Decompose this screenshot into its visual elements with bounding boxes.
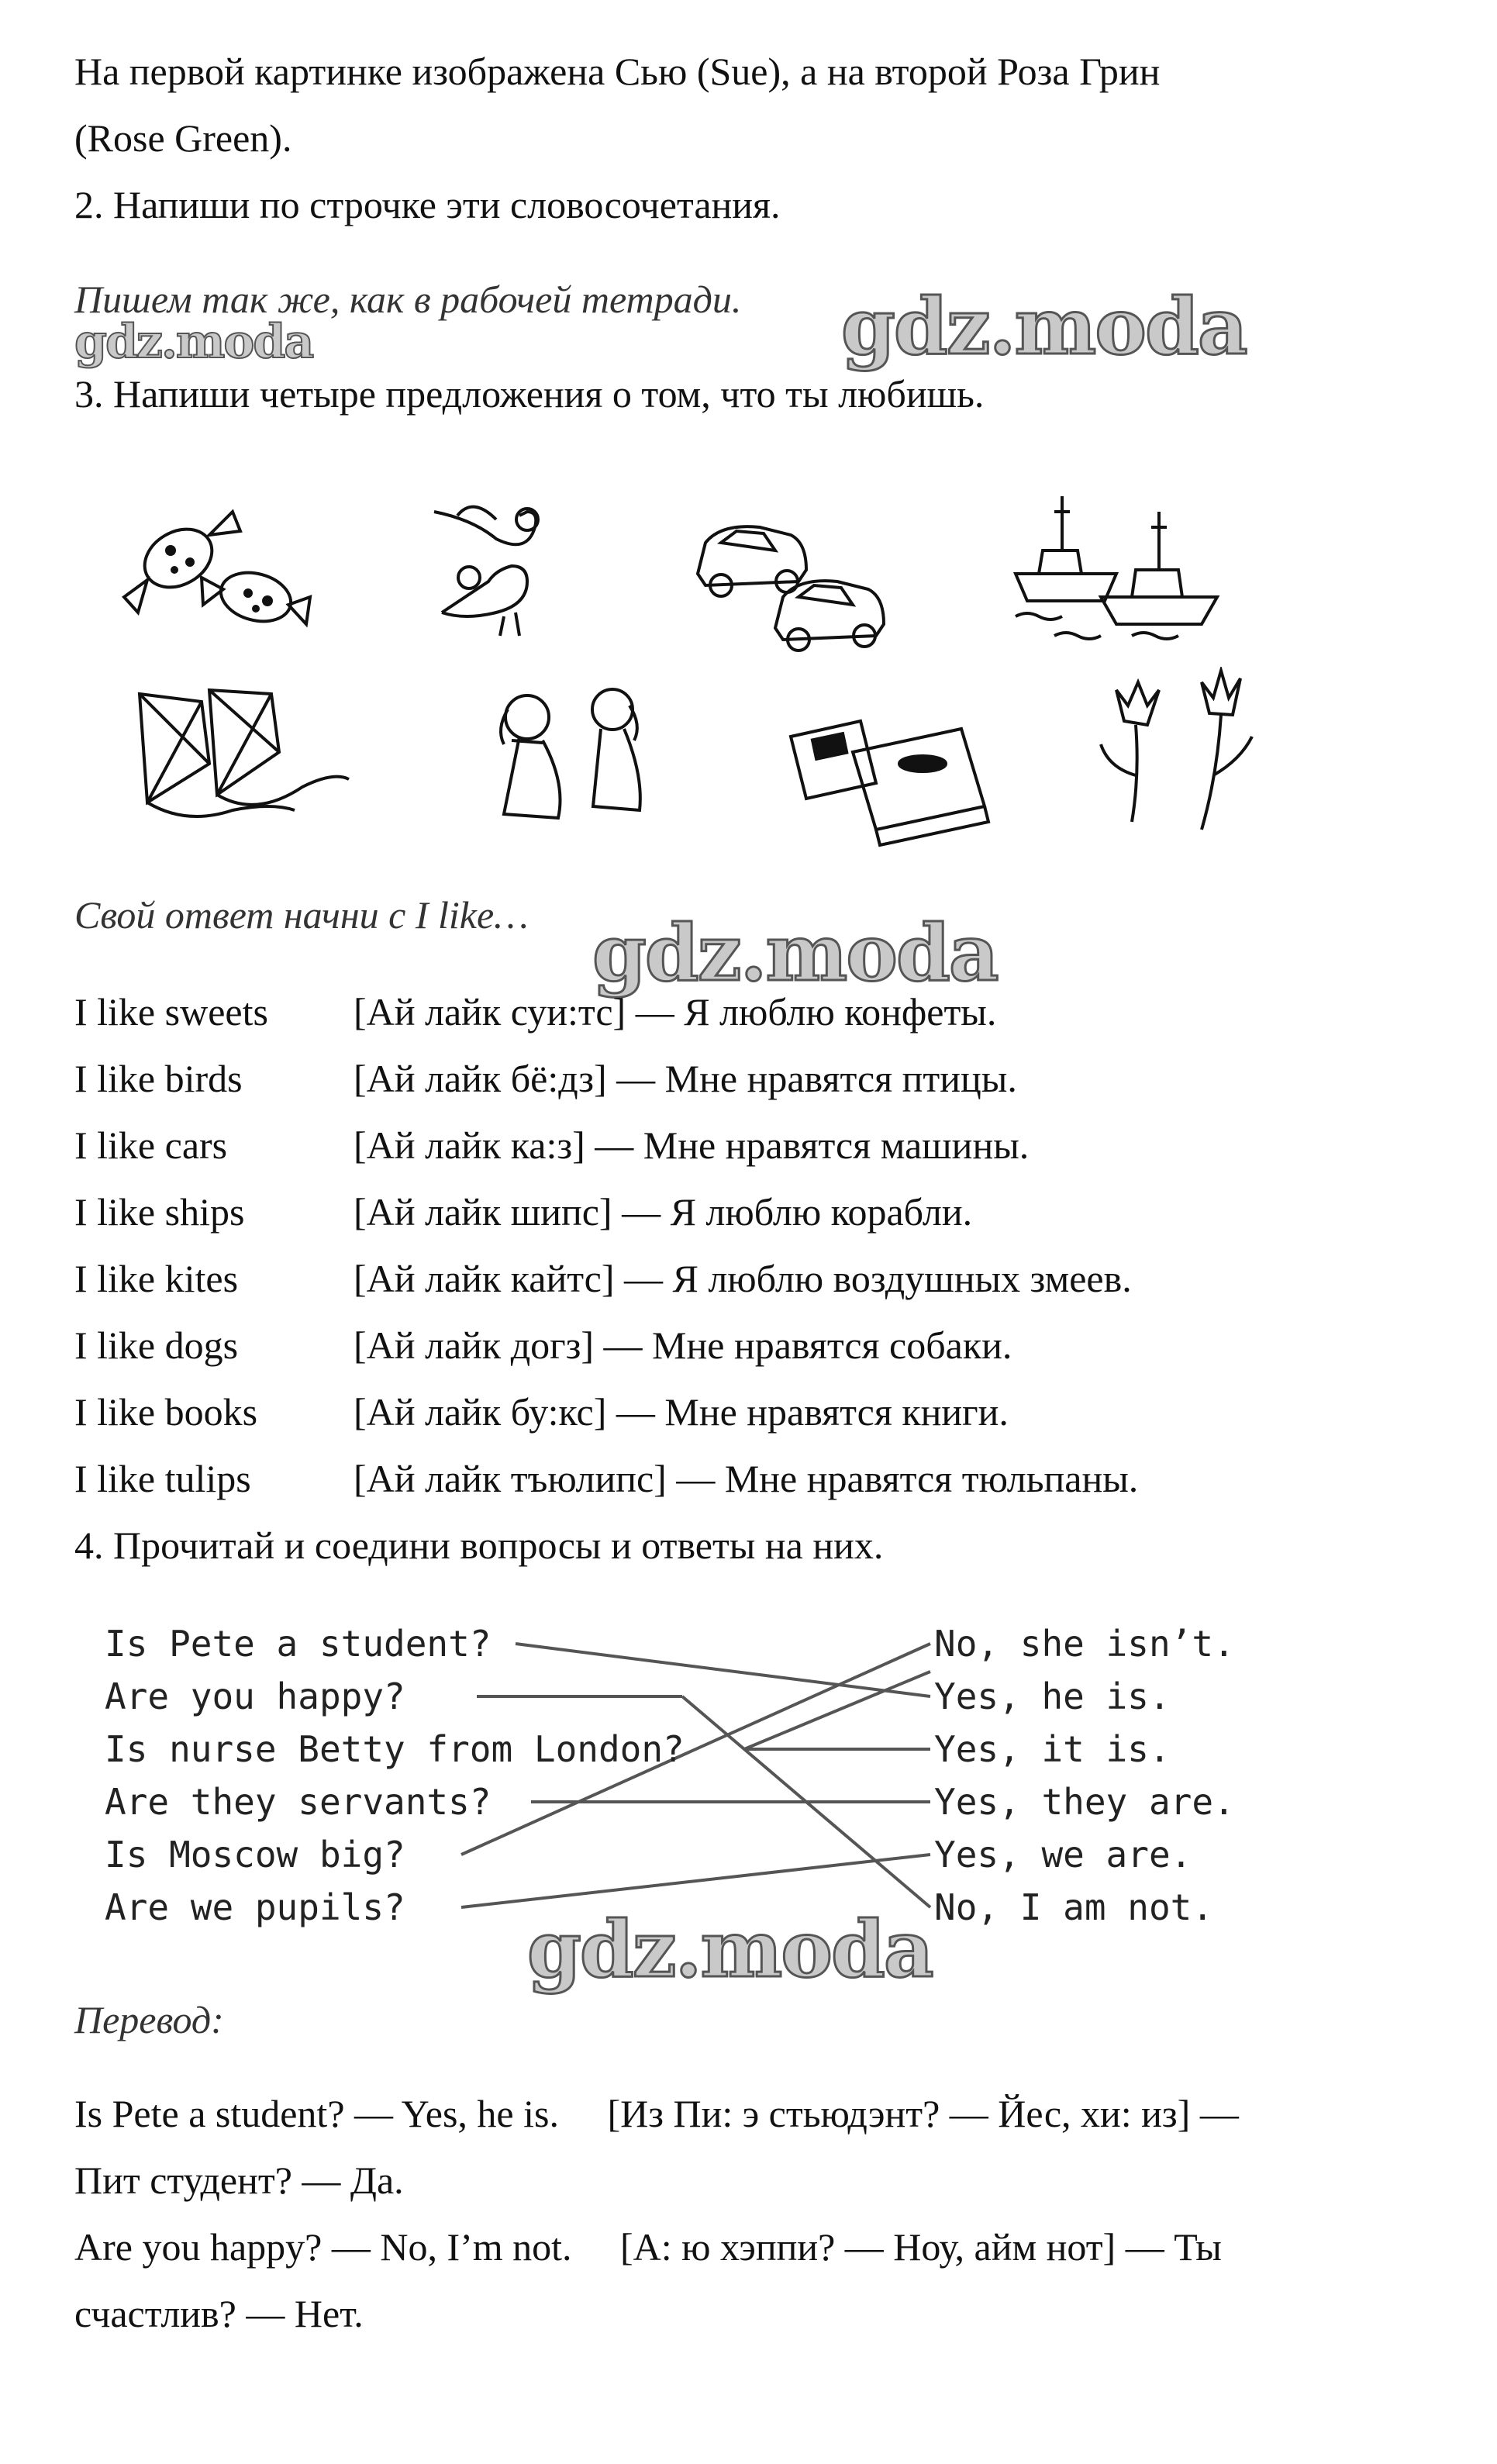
match-answer: No, I am not. — [934, 1886, 1214, 1928]
like-row-translation: [Ай лайк кайтс] — Я люблю воздушных змеев. — [354, 1257, 1132, 1300]
like-row — [74, 1322, 1012, 1368]
like-row — [74, 1055, 1017, 1102]
like-row-english: I like kites — [74, 1257, 239, 1300]
like-row-english: I like dogs — [74, 1323, 239, 1367]
translation-line: Пит студент? — Да. — [74, 2159, 404, 2202]
match-question: Are we pupils? — [105, 1886, 405, 1928]
like-row-english: I like ships — [74, 1190, 245, 1234]
cars-icon — [690, 496, 892, 659]
tulips-icon — [1085, 667, 1287, 830]
watermark: gdz.moda — [841, 281, 1247, 372]
match-answer: Yes, he is. — [934, 1675, 1171, 1717]
ships-icon — [1008, 481, 1209, 644]
match-question: Is Moscow big? — [105, 1834, 405, 1876]
birds-icon — [411, 481, 612, 644]
watermark: gdz.moda — [74, 315, 313, 369]
like-row-translation: [Ай лайк суи:тс] — Я люблю конфеты. — [354, 990, 997, 1034]
like-row-translation: [Ай лайк ка:з] — Мне нравятся машины. — [354, 1123, 1030, 1167]
match-answer: Yes, they are. — [934, 1781, 1235, 1823]
translation-line: счастлив? — Нет. — [74, 2292, 364, 2335]
like-row — [74, 1122, 1029, 1168]
like-row — [74, 1455, 1138, 1502]
like-row — [74, 1389, 1009, 1435]
match-answer: No, she isn’t. — [934, 1623, 1235, 1665]
match-question: Is Pete a student? — [105, 1623, 492, 1665]
intro-line-2: (Rose Green). — [74, 116, 292, 160]
dogs-icon — [457, 675, 659, 837]
match-answer: Yes, we are. — [934, 1834, 1192, 1876]
like-row-translation: [Ай лайк шипс] — Я люблю корабли. — [354, 1190, 973, 1234]
like-row-english: I like books — [74, 1390, 258, 1434]
books-icon — [783, 690, 985, 853]
watermark: gdz.moda — [592, 907, 998, 999]
like-row-english: I like birds — [74, 1057, 243, 1100]
pictures-grid — [116, 481, 1264, 837]
like-row-translation: [Ай лайк догз] — Мне нравятся собаки. — [354, 1323, 1012, 1367]
like-row-english: I like sweets — [74, 990, 268, 1034]
like-row — [74, 1255, 1132, 1302]
task3-hint: Свой ответ начни с I like… — [74, 893, 529, 937]
match-question: Are they servants? — [105, 1781, 492, 1823]
like-row-translation: [Ай лайк тъюлипс] — Мне нравятся тюльпаны. — [354, 1457, 1139, 1500]
candy-icon — [116, 488, 318, 651]
task2-title: 2. Напиши по строчке эти словосочетания. — [74, 183, 781, 226]
like-row-translation: [Ай лайк бё:дз] — Мне нравятся птицы. — [354, 1057, 1017, 1100]
match-answer: Yes, it is. — [934, 1728, 1171, 1770]
like-row-translation: [Ай лайк бу:кс] — Мне нравятся книги. — [354, 1390, 1009, 1434]
task3-title: 3. Напиши четыре предложения о том, что ты любишь. — [74, 372, 985, 416]
like-row-english: I like tulips — [74, 1457, 251, 1500]
kites-icon — [116, 678, 318, 841]
translation-label: Перевод: — [74, 1998, 224, 2041]
task2-note: Пишем так же, как в рабочей тетради. — [74, 278, 742, 321]
intro-line-1: На первой картинке изображена Сью (Sue), а на второй Роза Грин — [74, 50, 1161, 93]
matching-exercise — [93, 1605, 1271, 1946]
task4-title: 4. Прочитай и соедини вопросы и ответы на них. — [74, 1524, 884, 1567]
translation-line: Are you happy? — No, I’m not. [А: ю хэппи? — Ноу, айм нот] — Ты — [74, 2225, 1222, 2269]
like-row-english: I like cars — [74, 1123, 228, 1167]
like-row — [74, 989, 996, 1035]
match-question: Are you happy? — [105, 1675, 405, 1717]
translation-line: Is Pete a student? — Yes, he is. [Из Пи: э стьюдэнт? — Йес, хи: из] — — [74, 2092, 1239, 2135]
like-row — [74, 1189, 972, 1235]
watermark: gdz.moda — [527, 1903, 933, 1995]
match-question: Is nurse Betty from London? — [105, 1728, 685, 1770]
